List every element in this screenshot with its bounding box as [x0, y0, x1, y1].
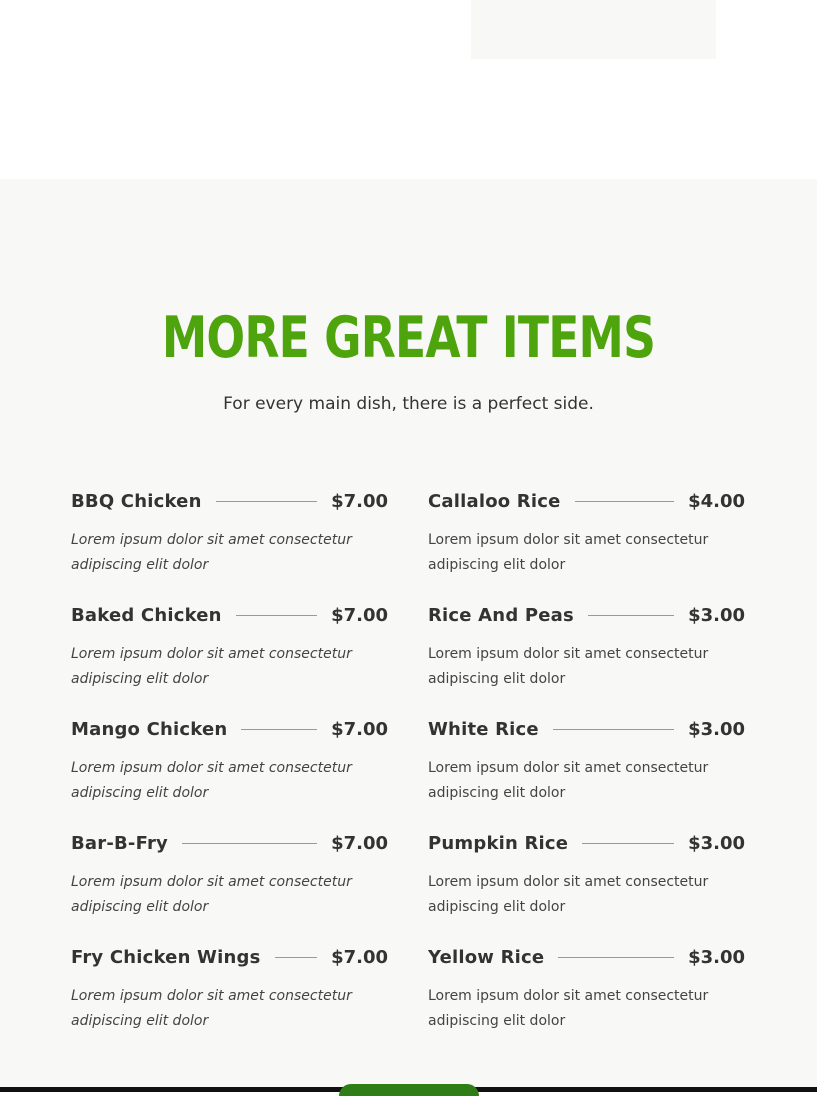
section-title: MORE GREAT ITEMS	[161, 305, 656, 371]
item-price: $7.00	[331, 490, 388, 512]
menu-item	[428, 934, 745, 1048]
top-section	[0, 0, 817, 179]
item-name: Pumpkin Rice	[428, 832, 569, 854]
dotted-divider	[575, 501, 675, 502]
item-description: Lorem ipsum dolor sit amet consectetur adipiscing elit dolor	[71, 874, 352, 915]
item-description: Lorem ipsum dolor sit amet consectetur adipiscing elit dolor	[428, 874, 709, 915]
top-card-placeholder	[471, 0, 716, 59]
item-name: BBQ Chicken	[71, 490, 202, 512]
item-name: Fry Chicken Wings	[71, 946, 261, 968]
menu-column-left	[71, 478, 388, 1048]
item-price: $7.00	[331, 946, 388, 968]
item-name: Rice And Peas	[428, 604, 574, 626]
dotted-divider	[275, 957, 318, 958]
menu-item	[428, 820, 745, 934]
item-price: $3.00	[688, 946, 745, 968]
item-name: Yellow Rice	[428, 946, 545, 968]
item-name: Baked Chicken	[71, 604, 222, 626]
item-price: $3.00	[688, 604, 745, 626]
item-description: Lorem ipsum dolor sit amet consectetur adipiscing elit dolor	[428, 988, 709, 1029]
dotted-divider	[558, 957, 674, 958]
item-description: Lorem ipsum dolor sit amet consectetur adipiscing elit dolor	[71, 988, 352, 1029]
more-items-section	[0, 179, 817, 1092]
item-price: $7.00	[331, 604, 388, 626]
menu-column-right	[428, 478, 745, 1048]
item-price: $3.00	[688, 718, 745, 740]
item-description: Lorem ipsum dolor sit amet consectetur adipiscing elit dolor	[71, 532, 352, 573]
dotted-divider	[182, 843, 317, 844]
dotted-divider	[241, 729, 317, 730]
item-price: $7.00	[331, 832, 388, 854]
item-price: $4.00	[688, 490, 745, 512]
menu-item	[428, 478, 745, 592]
dotted-divider	[588, 615, 674, 616]
section-subtitle: For every main dish, there is a perfect side.	[223, 394, 594, 414]
bottom-button[interactable]	[339, 1084, 479, 1096]
item-price: $7.00	[331, 718, 388, 740]
item-name: Mango Chicken	[71, 718, 228, 740]
menu-item	[428, 706, 745, 820]
item-description: Lorem ipsum dolor sit amet consectetur adipiscing elit dolor	[71, 760, 352, 801]
dotted-divider	[553, 729, 674, 730]
menu-item	[71, 934, 388, 1048]
item-description: Lorem ipsum dolor sit amet consectetur adipiscing elit dolor	[428, 646, 709, 687]
menu-item	[71, 478, 388, 592]
dotted-divider	[236, 615, 317, 616]
menu-item	[71, 592, 388, 706]
item-name: Callaloo Rice	[428, 490, 561, 512]
item-name: White Rice	[428, 718, 539, 740]
item-price: $3.00	[688, 832, 745, 854]
item-description: Lorem ipsum dolor sit amet consectetur adipiscing elit dolor	[71, 646, 352, 687]
menu-item	[71, 706, 388, 820]
menu-item	[428, 592, 745, 706]
dotted-divider	[216, 501, 317, 502]
dotted-divider	[582, 843, 674, 844]
item-description: Lorem ipsum dolor sit amet consectetur adipiscing elit dolor	[428, 760, 709, 801]
item-name: Bar-B-Fry	[71, 832, 168, 854]
menu-item	[71, 820, 388, 934]
item-description: Lorem ipsum dolor sit amet consectetur adipiscing elit dolor	[428, 532, 709, 573]
